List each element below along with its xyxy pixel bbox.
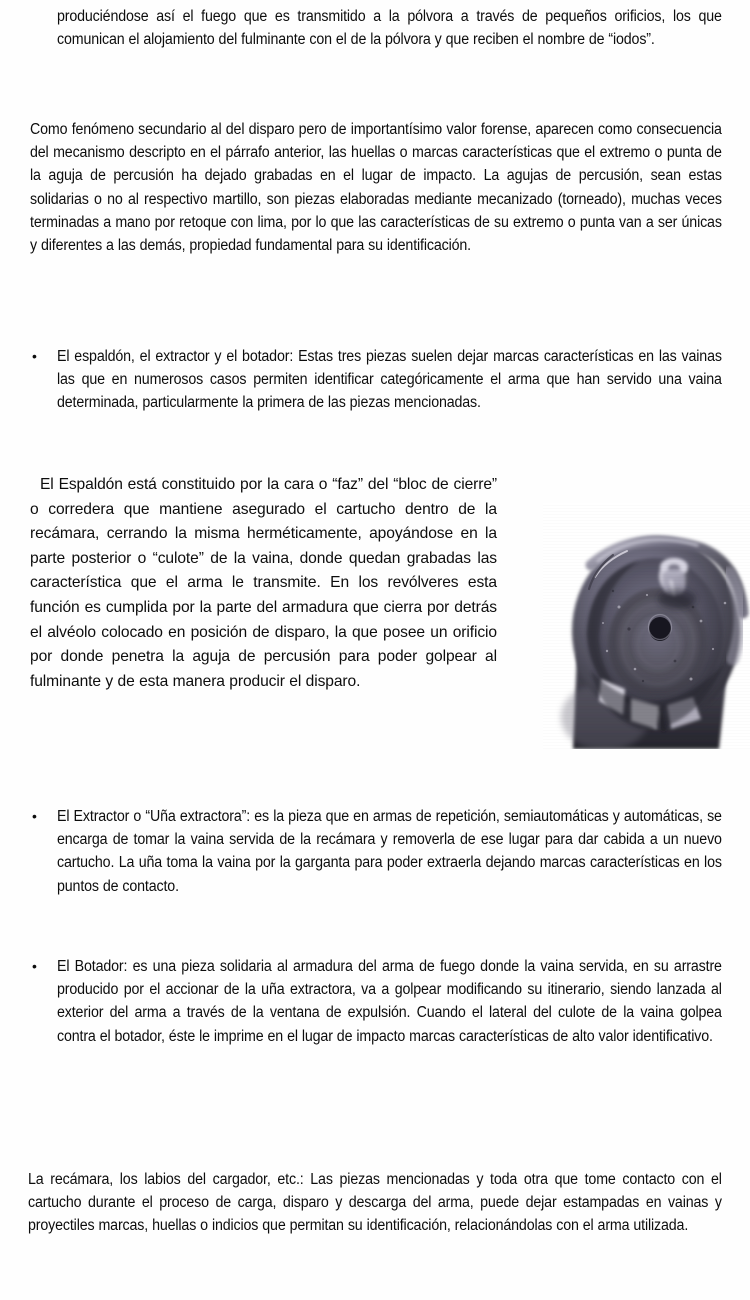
bullet-marker-icon: • [32, 958, 37, 974]
paragraph-secondary-phenomenon [30, 118, 722, 280]
paragraph-closing-text: La recámara, los labios del cargador, etc.: Las piezas mencionadas y toda otra que tome contacto con el cartucho durante el proceso de carga, disparo y descarga del arma, puede dejar estampadas en vainas y proyectiles marcas, huellas o indicios que permitan su identificación, relacionándolas con el arma utilizada. [28, 1171, 722, 1235]
paragraph-espaldon-description [30, 473, 497, 719]
list-item-extractor [30, 805, 722, 921]
paragraph-closing [28, 1168, 722, 1261]
paragraph-intro-text: produciéndose así el fuego que es transmitido a la pólvora a través de pequeños orificios, los que comunican el alojamiento del fulminante con el de la pólvora y que reciben el nombre de “iodos”. [57, 8, 722, 49]
bullet-marker-icon: • [32, 348, 37, 364]
list-item-espaldon-extractor-botador [30, 345, 722, 438]
breech-face-photograph [543, 503, 750, 749]
bullet-marker-icon: • [32, 808, 37, 824]
list-item-botador [30, 955, 722, 1071]
paragraph-espaldon-description-text: El Espaldón está constituido por la cara o “faz” del “bloc de cierre” o corredera que mantiene asegurado el cartucho dentro de la recámara, cerrando la misma herméticamente, apoyándose en la parte posterior o “culote” de la vaina, donde quedan grabadas las característica que el arma le transmite. En los revólveres esta función es cumplida por la parte del armadura que cierra por detrás el alvéolo colocado en posición de disparo, la que posee un orificio por donde penetra la aguja de percusión para poder golpear al fulminante y de esta manera producir el disparo. [30, 476, 497, 690]
breech-face-image [543, 503, 750, 749]
paragraph-secondary-phenomenon-text: Como fenómeno secundario al del disparo pero de importantísimo valor forense, aparecen como consecuencia del mecanismo descripto en el párrafo anterior, las huellas o marcas características que el extremo o punta de la aguja de percusión ha dejado grabadas en el lugar de impacto. La agujas de percusión, sean estas solidarias o no al respectivo martillo, son piezas elaboradas mediante mecanizado (torneado), muchas veces terminadas a mano por retoque con lima, por lo que las características de su extremo o punta van a ser únicas y diferentes a las demás, propiedad fundamental para su identificación. [30, 121, 722, 255]
list-item-extractor-text: El Extractor o “Uña extractora”: es la pieza que en armas de repetición, semiautomáticas y automáticas, se encarga de tomar la vaina servida de la recámara y removerla de ese lugar para dar cabida a un nuevo cartucho. La uña toma la vaina por la garganta para poder extraerla dejando marcas características en los puntos de contacto. [57, 808, 722, 895]
list-item-espaldon-text: El espaldón, el extractor y el botador: Estas tres piezas suelen dejar marcas características en las vainas las que en numerosos casos permiten identificar categóricamente el arma que han servido una vaina determinada, particularmente la primera de las piezas mencionadas. [57, 348, 722, 412]
paragraph-intro [57, 5, 722, 75]
list-item-botador-text: El Botador: es una pieza solidaria al armadura del arma de fuego donde la vaina servida, en su arrastre producido por el accionar de la uña extractora, va a golpear modificando su itinerario, siendo lanzada al exterior del arma a través de la ventana de expulsión. Cuando el lateral del culote de la vaina golpea contra el botador, éste le imprime en el lugar de impacto marcas características de alto valor identificativo. [57, 958, 722, 1045]
